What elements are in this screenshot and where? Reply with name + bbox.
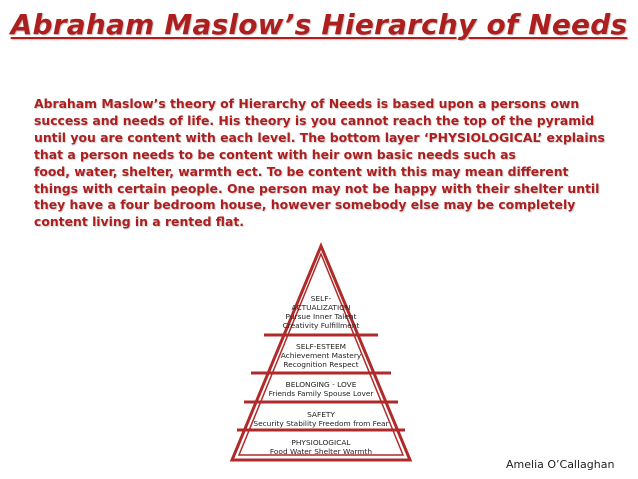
paragraph-line: until you are content with each level. The bottom layer ‘PHYSIOLOGICAL’ explains [34,129,605,145]
level-needs: Food Water Shelter Warmth [269,447,373,456]
page-title: Abraham Maslow’s Hierarchy of Needs [10,8,628,41]
level-needs: Achievement Mastery [280,351,362,360]
level-heading: SELF- [310,294,332,303]
level-needs: Friends Family Spouse Lover [268,389,374,398]
paragraph-line: content living in a rented flat. [34,214,244,230]
level-heading: BELONGING - LOVE [285,380,357,389]
paragraph-line: they have a four bedroom house, however somebody else may be completely [34,197,576,213]
level-physiological [236,438,406,456]
paragraph-line: Abraham Maslow’s theory of Hierarchy of Needs is based upon a persons own [34,96,580,111]
level-needs: Pursue Inner Talent [285,312,357,321]
level-self-esteem [256,342,386,369]
paragraph-line: success and needs of life. His theory is you cannot reach the top of the pyramid [34,112,595,128]
level-heading: SELF-ESTEEM [296,342,346,351]
level-belonging-love [246,380,396,398]
level-needs: Recognition Respect [283,360,359,369]
level-self-actualization [261,294,381,330]
paragraph-line: food, water, shelter, warmth ect. To be content with this may mean different [34,163,569,179]
paragraph-line: that a person needs to be content with heir own basic needs such as [34,146,516,162]
level-heading: SAFETY [307,410,335,419]
level-safety [236,410,406,428]
level-needs: Security Stability Freedom from Fear [253,419,389,428]
paragraph-line: things with certain people. One person may not be happy with their shelter until [34,180,600,196]
level-heading: ACTUALIZATION [291,303,351,312]
level-needs: Creativity Fulfillment [282,321,360,330]
author-credit: Amelia O’Callaghan [506,458,615,471]
level-heading: PHYSIOLOGICAL [291,438,351,447]
